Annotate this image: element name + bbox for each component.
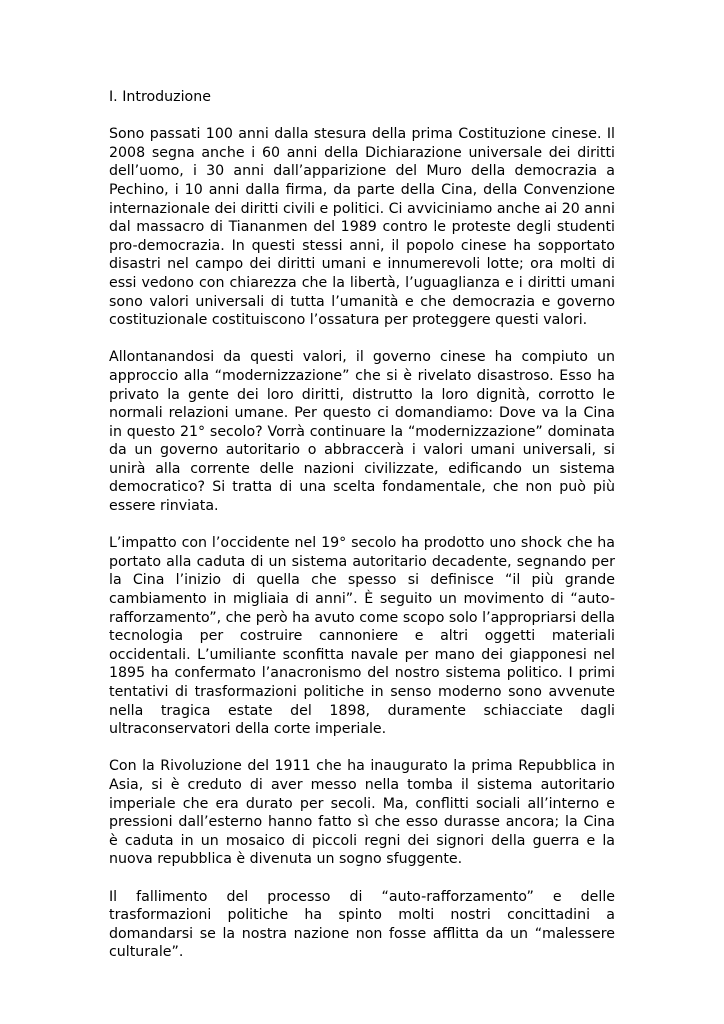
paragraph-4: Con la Rivoluzione del 1911 che ha inaugurato la prima Repubblica in Asia, si è creduto di aver messo nella tomba il sistema autoritario imperiale che era durato per secoli. Ma, conflitti sociali all’interno e pressioni dall’esterno hanno fatto sì che esso durasse ancora; la Cina è caduta in un mosaico di piccoli regni dei signori della guerra e la nuova repubblica è divenuta un sogno sfuggente.	[109, 758, 615, 868]
paragraph-5: Il fallimento del processo di “auto-rafforzamento” e delle trasformazioni politiche ha spinto molti nostri concittadini a domandarsi se la nostra nazione non fosse afflitta da un “malessere culturale”.	[109, 888, 615, 961]
document-page	[109, 88, 615, 981]
paragraph-1: Sono passati 100 anni dalla stesura della prima Costituzione cinese. Il 2008 segna anche i 60 anni della Dichiarazione universale dei diritti dell’uomo, i 30 anni dall’apparizione del Muro della democrazia a Pechino, i 10 anni dalla firma, da parte della Cina, della Convenzione internazionale dei diritti civili e politici. Ci avviciniamo anche ai 20 anni dal massacro di Tiananmen del 1989 contro le proteste degli studenti pro-democrazia. In questi stessi anni, il popolo cinese ha sopportato disastri nel campo dei diritti umani e innumerevoli lotte; ora molti di essi vedono con chiarezza che la libertà, l’uguaglianza e i diritti umani sono valori universali di tutta l’umanità e che democrazia e governo costituzionale costituiscono l’ossatura per proteggere questi valori.	[109, 126, 615, 329]
paragraph-3: L’impatto con l’occidente nel 19° secolo ha prodotto uno shock che ha portato alla caduta di un sistema autoritario decadente, segnando per la Cina l’inizio di quella che spesso si definisce “il più grande cambiamento in migliaia di anni”. È seguito un movimento di “auto-rafforzamento”, che però ha avuto come scopo solo l’appropriarsi della tecnologia per costruire cannoniere e altri oggetti materiali occidentali. L’umiliante sconfitta navale per mano dei giapponesi nel 1895 ha confermato l’anacronismo del nostro sistema politico. I primi tentativi di trasformazioni politiche in senso moderno sono avvenute nella tragica estate del 1898, duramente schiacciate dagli ultraconservatori della corte imperiale.	[109, 535, 615, 738]
paragraph-2: Allontanandosi da questi valori, il governo cinese ha compiuto un approccio alla “modernizzazione” che si è rivelato disastroso. Esso ha privato la gente dei loro diritti, distrutto la loro dignità, corrotto le normali relazioni umane. Per questo ci domandiamo: Dove va la Cina in questo 21° secolo? Vorrà continuare la “modernizzazione” dominata da un governo autoritario o abbraccerà i valori umani universali, si unirà alla corrente delle nazioni civilizzate, edificando un sistema democratico? Si tratta di una scelta fondamentale, che non può più essere rinviata.	[109, 349, 615, 515]
section-heading: I. Introduzione	[109, 89, 211, 105]
